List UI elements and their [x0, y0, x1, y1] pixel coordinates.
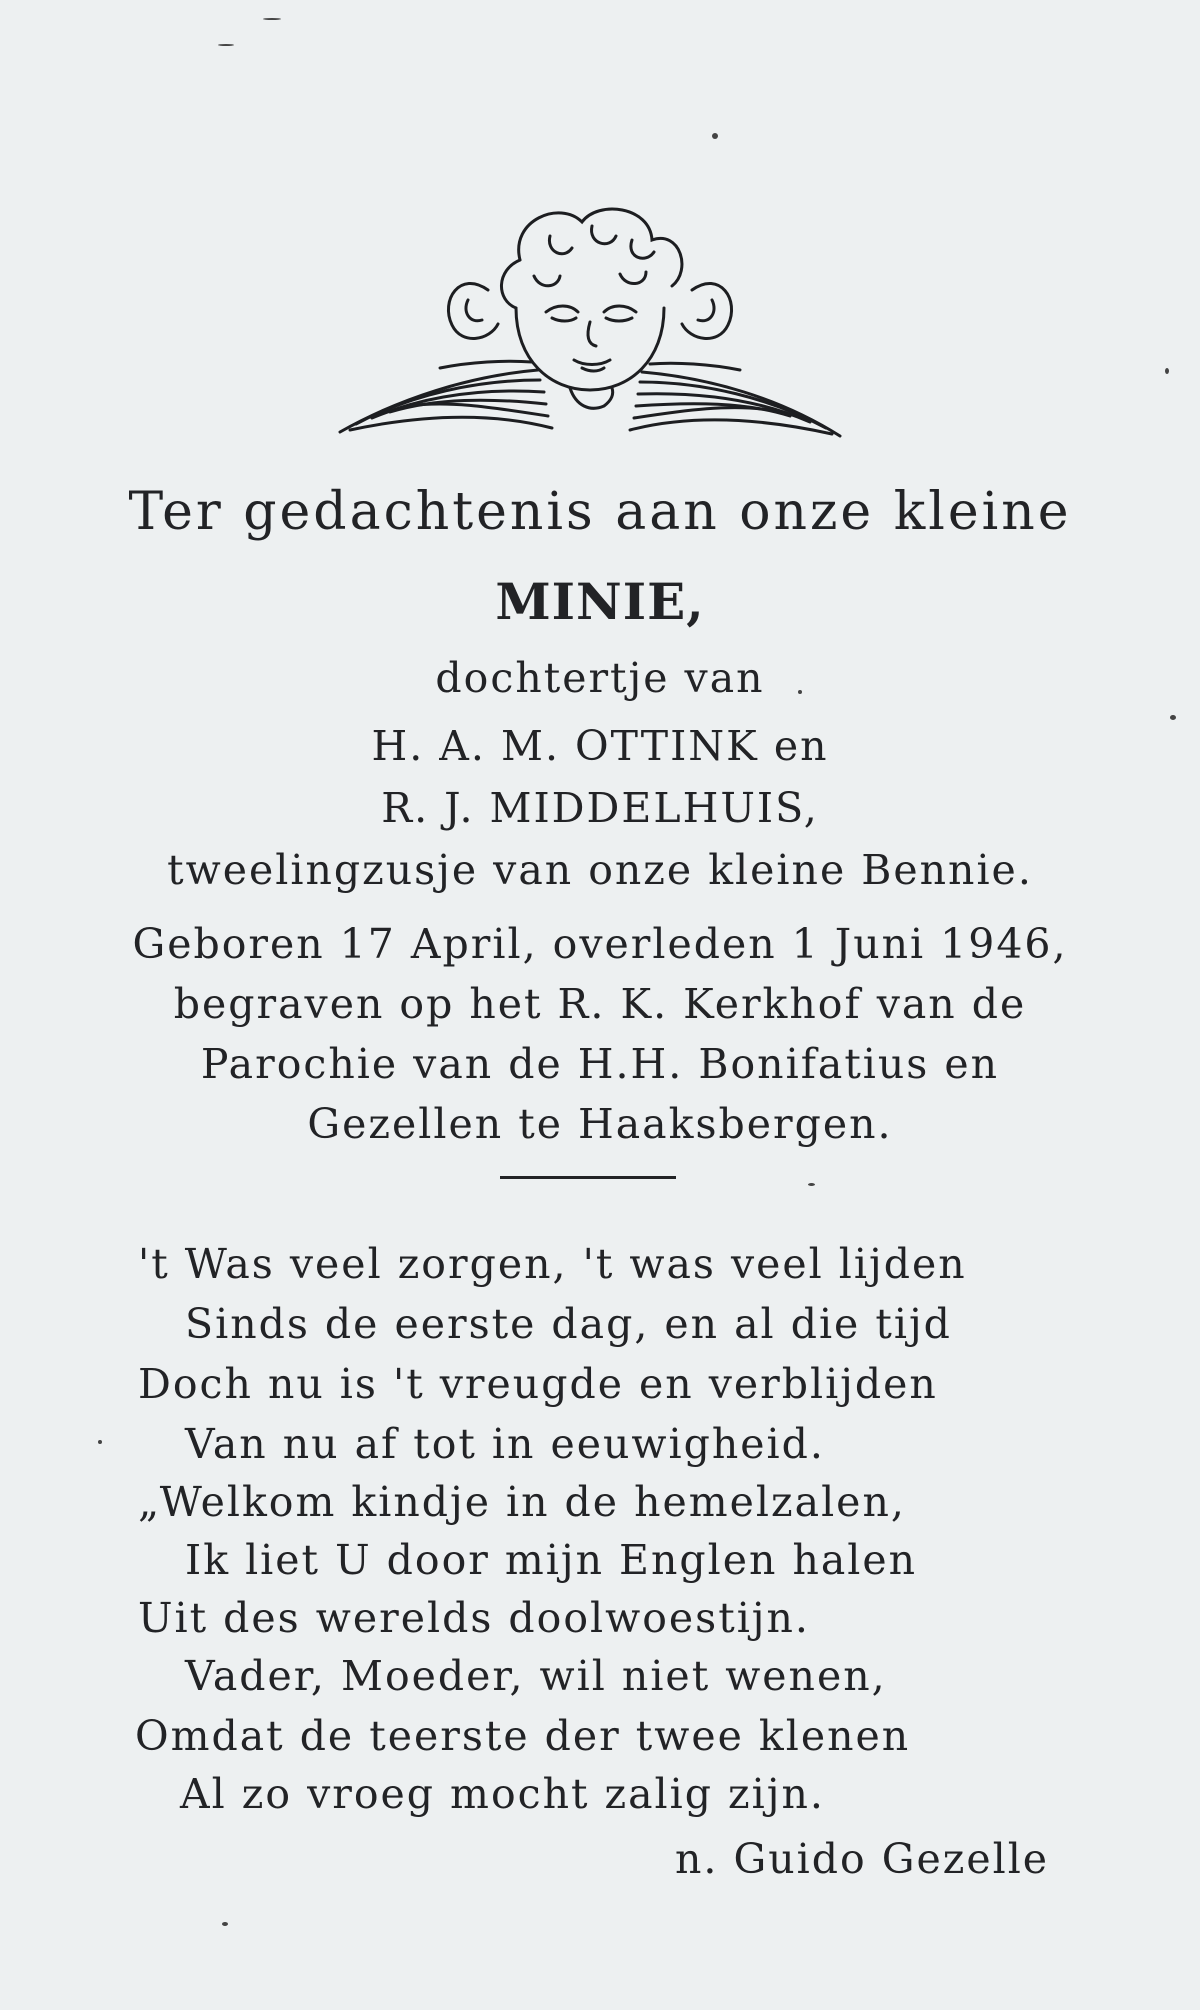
poem-line: 't Was veel zorgen, 't was veel lijden [138, 1240, 967, 1288]
relation-text: dochtertje van [435, 654, 765, 702]
dedication-heading: Ter gedachtenis aan onze kleine [128, 482, 1072, 542]
detail-line: Gezellen te Haaksbergen. [307, 1100, 893, 1148]
speck [98, 1440, 102, 1444]
parent-father: H. A. M. OTTINK en [371, 722, 829, 770]
detail-line: begraven op het R. K. Kerkhof van de [173, 980, 1027, 1028]
poem-line: Uit des werelds doolwoestijn. [138, 1594, 810, 1642]
poem-attribution: n. Guido Gezelle [675, 1835, 1050, 1883]
speck [808, 1183, 815, 1186]
speck [1170, 715, 1176, 720]
poem-line: Doch nu is 't vreugde en verblijden [138, 1360, 938, 1408]
deceased-name: MINIE, [495, 572, 705, 631]
speck [712, 133, 718, 139]
twin-line: tweelingzusje van onze kleine Bennie. [167, 846, 1033, 894]
poem-line: Sinds de eerste dag, en al die tijd [185, 1300, 952, 1348]
divider [500, 1176, 676, 1179]
detail-line: Geboren 17 April, overleden 1 Juni 1946, [132, 920, 1068, 968]
cherub-icon [320, 200, 860, 450]
poem-line: „Welkom kindje in de hemelzalen, [138, 1478, 906, 1526]
speck [1165, 368, 1169, 374]
poem-line: Al zo vroeg mocht zalig zijn. [180, 1770, 825, 1818]
parent-mother: R. J. MIDDELHUIS, [381, 784, 819, 832]
speck [263, 18, 281, 20]
poem-line: Van nu af tot in eeuwigheid. [185, 1420, 825, 1468]
poem-line: Omdat de teerste der twee klenen [135, 1712, 911, 1760]
speck [218, 44, 234, 46]
poem-line: Ik liet U door mijn Englen halen [185, 1536, 918, 1584]
speck [222, 1922, 228, 1926]
poem-line: Vader, Moeder, wil niet wenen, [185, 1652, 887, 1700]
detail-line: Parochie van de H.H. Bonifatius en [200, 1040, 1000, 1088]
